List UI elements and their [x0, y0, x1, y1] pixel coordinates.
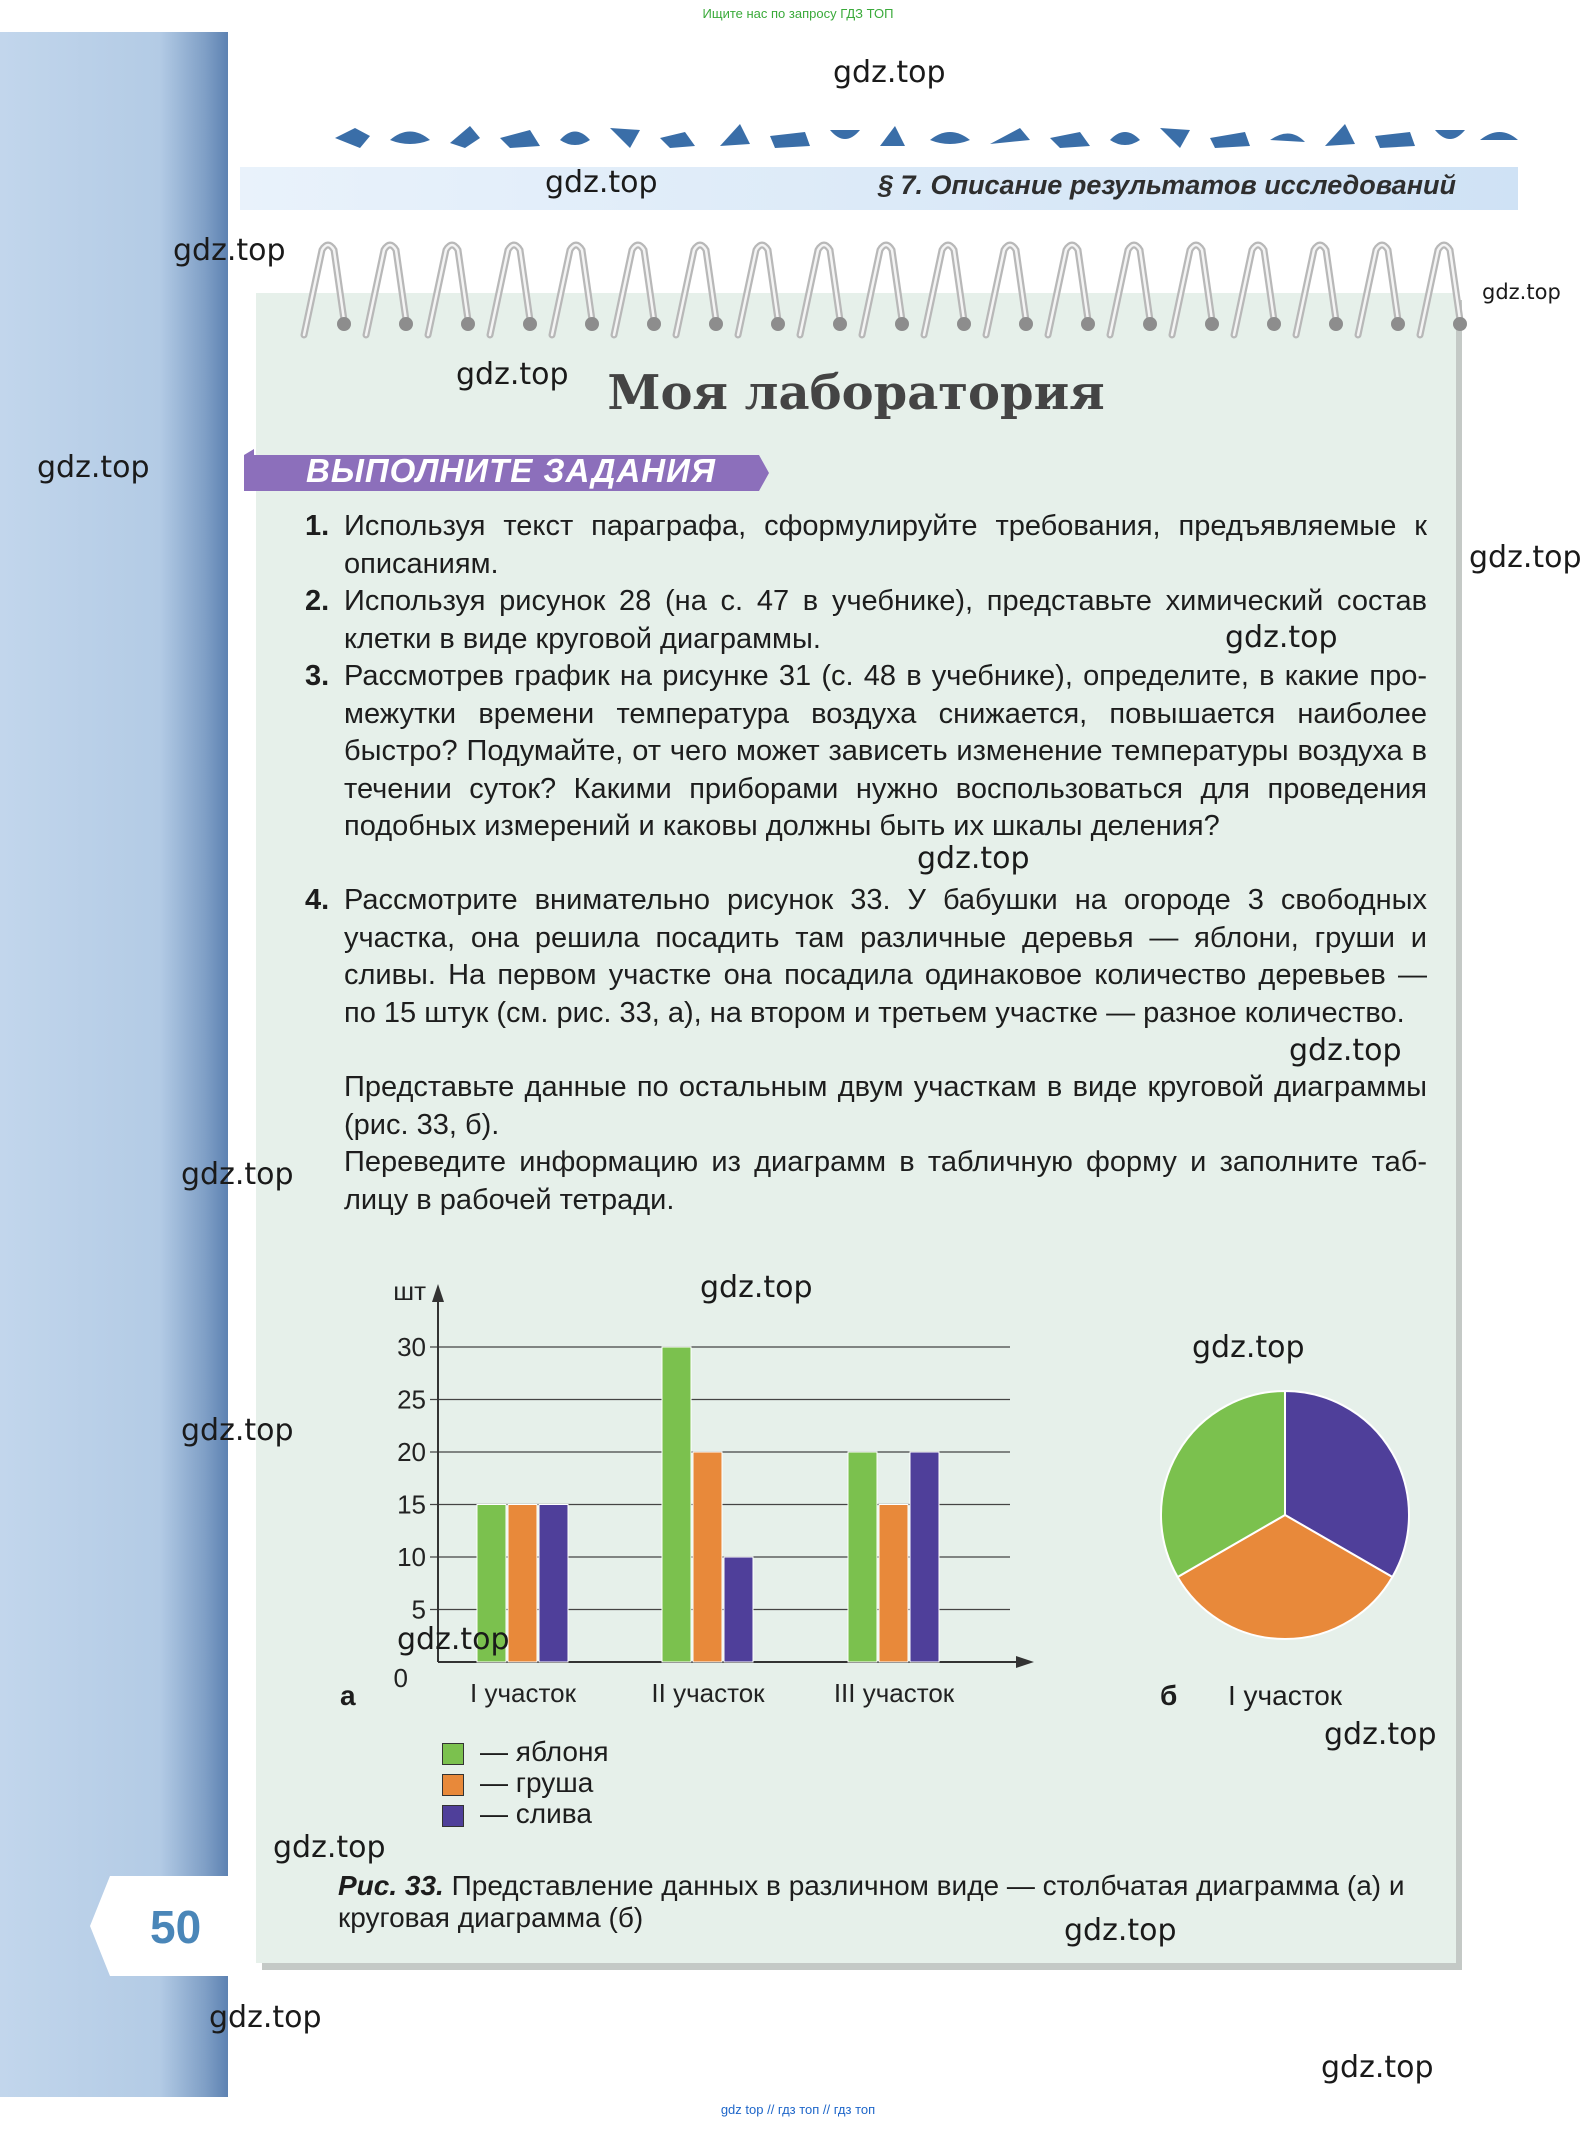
watermark: gdz.top	[700, 1270, 813, 1305]
spiral-ring	[614, 245, 661, 335]
spiral-ring	[1234, 245, 1281, 335]
spiral-ring	[800, 245, 847, 335]
legend-swatch	[442, 1774, 464, 1796]
bar	[539, 1505, 568, 1663]
spiral-ring	[428, 245, 475, 335]
x-tick-label: III участок	[833, 1678, 955, 1708]
x-tick-label: II участок	[651, 1678, 765, 1708]
task-text: Используя рисунок 28 (на с. 47 в учебнике), представьте химический состав клетки в виде круговой диаграммы.	[344, 585, 1427, 655]
watermark: gdz.top	[1225, 620, 1338, 655]
spiral-ring	[986, 245, 1033, 335]
bar	[848, 1452, 877, 1662]
legend-label: — груша	[480, 1767, 594, 1798]
task-number: 3.	[305, 660, 330, 692]
chart-a-label: а	[340, 1680, 356, 1711]
watermark: gdz.top	[273, 1830, 386, 1865]
task-item	[305, 658, 1427, 846]
spiral-ring	[1358, 245, 1405, 335]
watermark: gdz.top	[173, 233, 286, 268]
bar	[508, 1505, 537, 1663]
y-tick-label: 25	[397, 1384, 426, 1415]
watermark: gdz.top	[1324, 1717, 1437, 1752]
task-number: 2.	[305, 585, 330, 617]
bar	[693, 1452, 722, 1662]
watermark: gdz.top	[181, 1157, 294, 1192]
spiral-ring	[552, 245, 599, 335]
y-tick-label: 10	[397, 1542, 426, 1572]
spiral-ring	[924, 245, 971, 335]
task-text: Используя текст параграфа, сформулируйте требования, предъявляемые к описаниям.	[344, 510, 1427, 580]
animal-silhouette-strip	[330, 118, 1520, 158]
spiral-ring	[738, 245, 785, 335]
task-banner-label: ВЫПОЛНИТЕ ЗАДАНИЯ	[306, 452, 716, 489]
side-margin-band	[0, 32, 228, 2097]
legend-item	[442, 1736, 609, 1768]
y-tick-label: 0	[393, 1663, 408, 1693]
y-tick-label: 15	[397, 1489, 426, 1520]
spiral-ring	[1420, 245, 1467, 335]
legend-label: — слива	[480, 1798, 592, 1829]
bar	[662, 1347, 691, 1662]
watermark: gdz.top	[917, 841, 1030, 876]
spiral-ring	[862, 245, 909, 335]
task-text: Рассмотрев график на рисунке 31 (с. 48 в учебнике), определите, в какие промежутки времени температура воздуха снижается, повышается наиболее быстро? Подумайте, от чего может зависеть изменение температуры воздуха в течении суток? Какими приборами нужно воспользоваться для проведения подобных измерений и каковы должны быть их шкалы деления?	[344, 660, 1427, 842]
section-title: § 7. Описание результатов исследований	[877, 170, 1456, 200]
watermark: gdz.top	[1321, 2050, 1434, 2085]
bar	[879, 1505, 908, 1663]
spiral-ring	[366, 245, 413, 335]
legend-swatch	[442, 1805, 464, 1827]
legend-label: — яблоня	[480, 1736, 609, 1767]
watermark: gdz.top	[1482, 280, 1561, 304]
chart-b-label: б	[1160, 1680, 1178, 1711]
page-number: 50	[150, 1901, 202, 1953]
animal-icons	[335, 124, 1518, 148]
watermark: gdz.top	[1064, 1913, 1177, 1948]
x-tick-label: I участок	[470, 1678, 576, 1708]
x-axis-arrow	[1016, 1656, 1034, 1668]
lab-title: Моя лаборатория	[607, 365, 1105, 421]
bottom-note: gdz top // гдз топ // гдз топ	[720, 2102, 876, 2117]
watermark: gdz.top	[1192, 1330, 1305, 1365]
y-axis-arrow	[432, 1284, 444, 1302]
bar	[724, 1557, 753, 1662]
pie-chart	[1150, 1380, 1420, 1650]
top-note: Ищите нас по запросу ГДЗ ТОП	[702, 6, 894, 21]
task-text: Рассмотрите внимательно рисунок 33. У бабушки на огороде 3 свободных участка, она решила посадить там различные деревья — яблони, груши и сливы. На первом участке она посадила одинаковое количество деревьев — по 15 штук (см. рис. 33, а), на втором и третьем участке — разное количество.	[344, 884, 1427, 1029]
figure-caption	[338, 1870, 1438, 1934]
legend-swatch	[442, 1743, 464, 1765]
task-number: 1.	[305, 510, 330, 542]
legend-item	[442, 1798, 592, 1830]
spiral-ring	[304, 245, 351, 335]
watermark: gdz.top	[181, 1413, 294, 1448]
task-item	[305, 882, 1427, 1032]
watermark: gdz.top	[545, 165, 658, 200]
watermark: gdz.top	[209, 2000, 322, 2035]
watermark: gdz.top	[833, 55, 946, 90]
spiral-ring	[1048, 245, 1095, 335]
pie-title: I участок	[1228, 1680, 1343, 1711]
watermark: gdz.top	[456, 357, 569, 392]
watermark: gdz.top	[1469, 540, 1582, 575]
caption-text: Представление данных в различном виде — столбчатая диаграмма (а) и круговая диаграмма (б)	[338, 1870, 1405, 1933]
watermark: gdz.top	[397, 1622, 510, 1657]
y-axis-label: шт	[393, 1276, 426, 1306]
spiral-ring	[490, 245, 537, 335]
task-number: 4.	[305, 884, 330, 916]
spiral-ring	[1172, 245, 1219, 335]
y-tick-label: 5	[411, 1594, 426, 1625]
y-tick-label: 30	[397, 1332, 426, 1362]
spiral-ring	[1110, 245, 1157, 335]
spiral-ring	[676, 245, 723, 335]
notebook-spirals	[290, 240, 1470, 350]
task-item	[305, 508, 1427, 583]
task4-paragraph: Переведите информацию из диаграмм в табличную форму и заполните таблицу в рабочей тетради.	[344, 1146, 1427, 1216]
caption-prefix: Рис. 33.	[338, 1870, 444, 1901]
bar	[910, 1452, 939, 1662]
spiral-ring	[1296, 245, 1343, 335]
watermark: gdz.top	[37, 450, 150, 485]
legend-item	[442, 1767, 593, 1799]
watermark: gdz.top	[1289, 1033, 1402, 1068]
task4-paragraph: Представьте данные по остальным двум участкам в виде круговой диаграммы (рис. 33, б).	[344, 1071, 1427, 1141]
y-tick-label: 20	[397, 1437, 426, 1467]
